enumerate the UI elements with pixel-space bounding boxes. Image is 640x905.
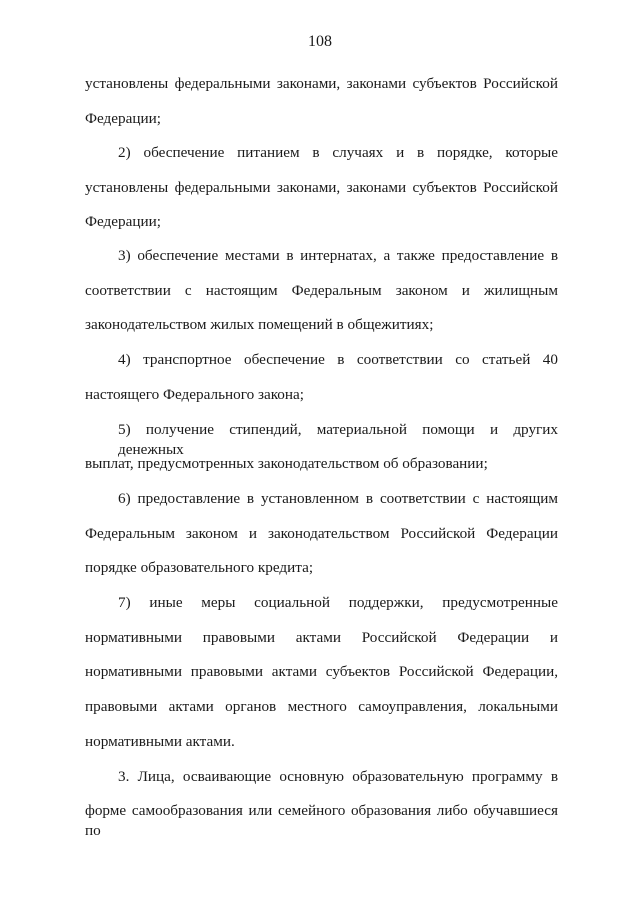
text-line: порядке образовательного кредита; xyxy=(85,559,314,576)
text-line: 4) транспортное обеспечение в соответствии со статьей 40 xyxy=(118,351,558,368)
text-line: нормативными правовыми актами Российской Федерации и xyxy=(85,629,558,646)
text-line: правовыми актами органов местного самоуправления, локальными xyxy=(85,698,558,715)
text-line: установлены федеральными законами, законами субъектов Российской xyxy=(85,179,558,196)
text-line: нормативными правовыми актами субъектов Российской Федерации, xyxy=(85,663,558,680)
text-line: законодательством жилых помещений в общежитиях; xyxy=(85,316,434,333)
text-line: Федерации; xyxy=(85,110,161,127)
text-line: 7) иные меры социальной поддержки, предусмотренные xyxy=(118,594,558,611)
text-line: форме самообразования или семейного образования либо обучавшиеся по xyxy=(85,802,558,839)
text-line: 3. Лица, осваивающие основную образовательную программу в xyxy=(118,768,558,785)
text-line: установлены федеральными законами, законами субъектов Российской xyxy=(85,75,558,92)
text-line: Федеральным законом и законодательством Российской Федерации xyxy=(85,525,558,542)
text-line: Федерации; xyxy=(85,213,161,230)
text-line: 5) получение стипендий, материальной помощи и других денежных xyxy=(118,421,558,458)
text-line: соответствии с настоящим Федеральным законом и жилищным xyxy=(85,282,558,299)
text-line: 3) обеспечение местами в интернатах, а также предоставление в xyxy=(118,247,558,264)
text-line: нормативными актами. xyxy=(85,733,235,750)
text-line: 2) обеспечение питанием в случаях и в порядке, которые xyxy=(118,144,558,161)
page-number: 108 xyxy=(308,33,332,50)
text-line: 6) предоставление в установленном в соответствии с настоящим xyxy=(118,490,558,507)
text-line: настоящего Федерального закона; xyxy=(85,386,304,403)
text-line: выплат, предусмотренных законодательством об образовании; xyxy=(85,455,488,472)
